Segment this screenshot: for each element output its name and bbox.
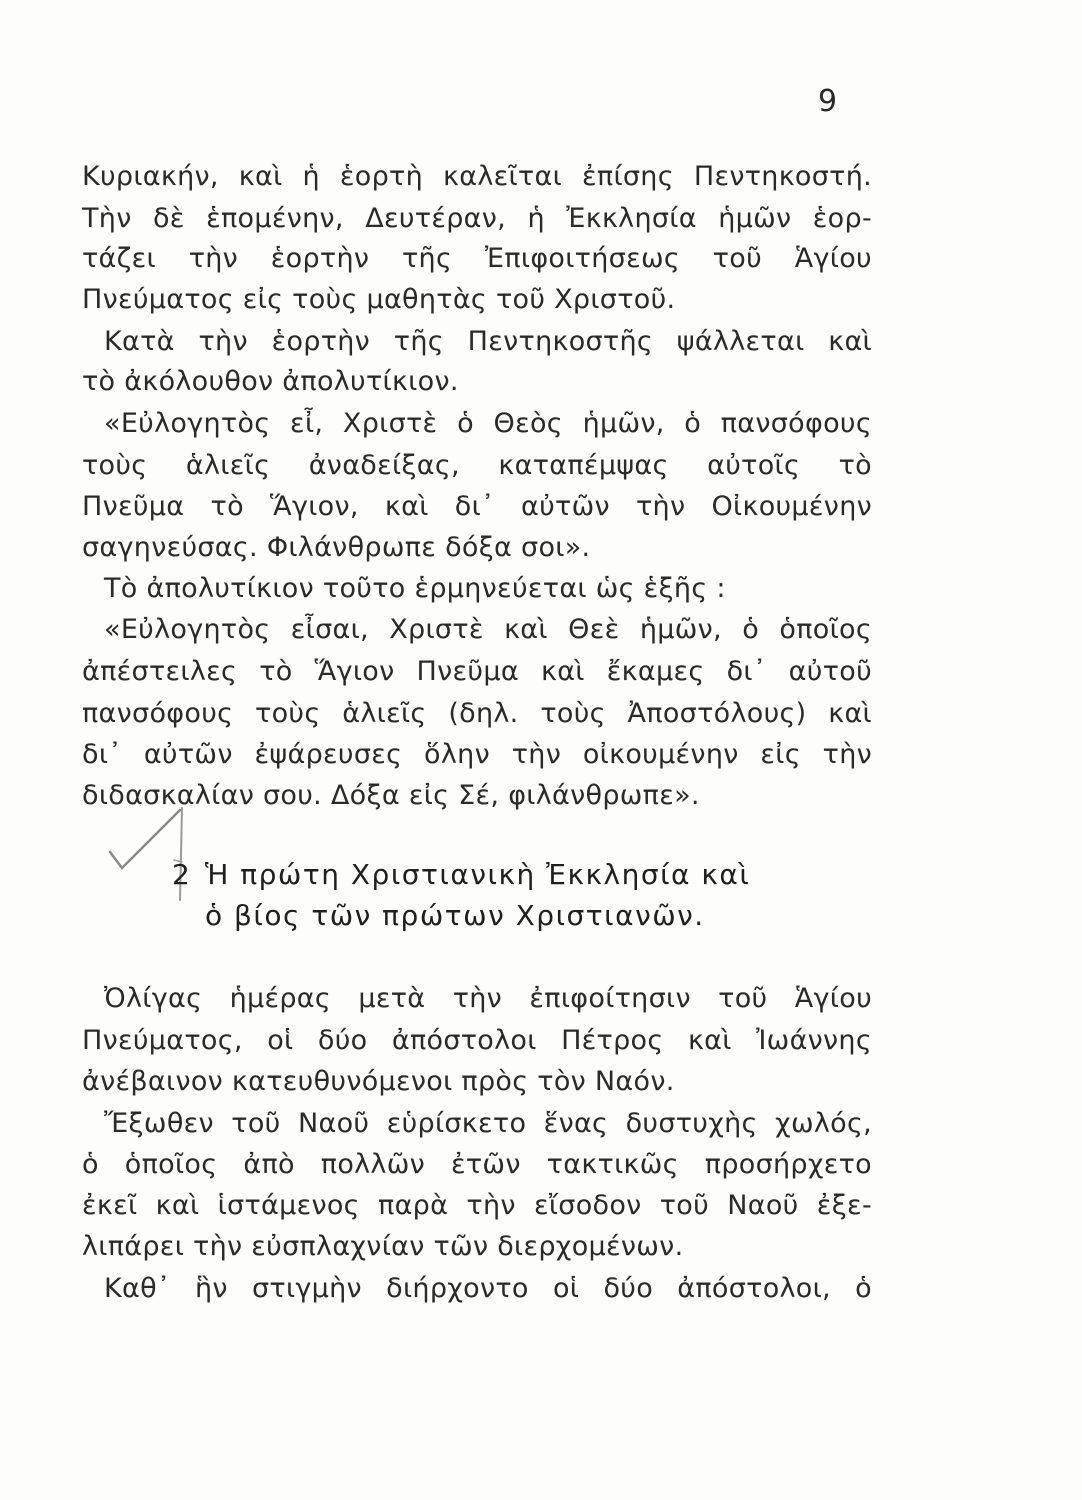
text-line: διδασκαλίαν σου. Δόξα εἰς Σέ, φιλάνθρωπε». <box>82 780 700 811</box>
text-line: Τὴν δὲ ἑπομένην, Δευτέραν, ἡ Ἐκκλησία ἡμῶν ἑορ- <box>82 203 872 234</box>
text-line: τάζει τὴν ἑορτὴν τῆς Ἐπιφοιτήσεως τοῦ Ἁγίου <box>82 243 872 274</box>
text-line: τοὺς ἁλιεῖς ἀναδείξας, καταπέμψας αὐτοῖς τὸ <box>82 450 872 481</box>
text-line: ἐκεῖ καὶ ἱστάμενος παρὰ τὴν εἴσοδον τοῦ Ναοῦ ἐξε- <box>82 1190 872 1221</box>
section-title-line: Ἡ πρώτη Χριστιανικὴ Ἐκκλησία καὶ <box>205 858 751 891</box>
section-number: 2 <box>172 858 190 891</box>
text-line: Πνεῦμα τὸ Ἅγιον, καὶ δι᾿ αὐτῶν τὴν Οἰκουμένην <box>82 491 872 522</box>
text-line: Ὀλίγας ἡμέρας μετὰ τὴν ἐπιφοίτησιν τοῦ Ἁγίου <box>104 983 872 1014</box>
text-line: «Εὐλογητὸς εἶσαι, Χριστὲ καὶ Θεὲ ἡμῶν, ὁ ὁποῖος <box>104 614 872 645</box>
text-line: πανσόφους τοὺς ἁλιεῖς (δηλ. τοὺς Ἀποστόλους) καὶ <box>82 698 872 729</box>
text-line: Πνεύματος εἰς τοὺς μαθητὰς τοῦ Χριστοῦ. <box>82 284 676 315</box>
text-line: δι᾿ αὐτῶν ἐψάρευσες ὅλην τὴν οἰκουμένην εἰς τὴν <box>82 739 872 770</box>
page-number: 9 <box>818 84 838 119</box>
text-line: ἀπέστειλες τὸ Ἅγιον Πνεῦμα καὶ ἔκαμες δι᾿ αὐτοῦ <box>82 656 872 687</box>
text-line: Κατὰ τὴν ἑορτὴν τῆς Πεντηκοστῆς ψάλλεται καὶ <box>104 326 872 357</box>
text-line: σαγηνεύσας. Φιλάνθρωπε δόξα σοι». <box>82 532 591 563</box>
pencil-mark-icon <box>100 800 220 920</box>
text-line: Πνεύματος, οἱ δύο ἀπόστολοι Πέτρος καὶ Ἰωάννης <box>82 1025 872 1056</box>
text-line: Καθ᾿ ἣν στιγμὴν διήρχοντο οἱ δύο ἀπόστολοι, ὁ <box>104 1273 872 1304</box>
text-line: Ἔξωθεν τοῦ Ναοῦ εὑρίσκετο ἕνας δυστυχὴς χωλός, <box>104 1108 872 1139</box>
text-line: λιπάρει τὴν εὐσπλαχνίαν τῶν διερχομένων. <box>82 1231 684 1262</box>
text-line: ἀνέβαινον κατευθυνόμενοι πρὸς τὸν Ναόν. <box>82 1066 675 1097</box>
text-line: ὁ ὁποῖος ἀπὸ πολλῶν ἐτῶν τακτικῶς προσήρχετο <box>82 1149 872 1180</box>
section-title-line: ὁ βίος τῶν πρώτων Χριστιανῶν. <box>205 899 705 932</box>
text-line: τὸ ἀκόλουθον ἀπολυτίκιον. <box>82 366 459 397</box>
text-line: Τὸ ἀπολυτίκιον τοῦτο ἑρμηνεύεται ὡς ἑξῆς : <box>104 573 726 604</box>
text-line: «Εὐλογητὸς εἶ, Χριστὲ ὁ Θεὸς ἡμῶν, ὁ πανσόφους <box>104 408 872 439</box>
text-line: Κυριακήν, καὶ ἡ ἑορτὴ καλεῖται ἐπίσης Πεντηκοστή. <box>82 161 872 192</box>
